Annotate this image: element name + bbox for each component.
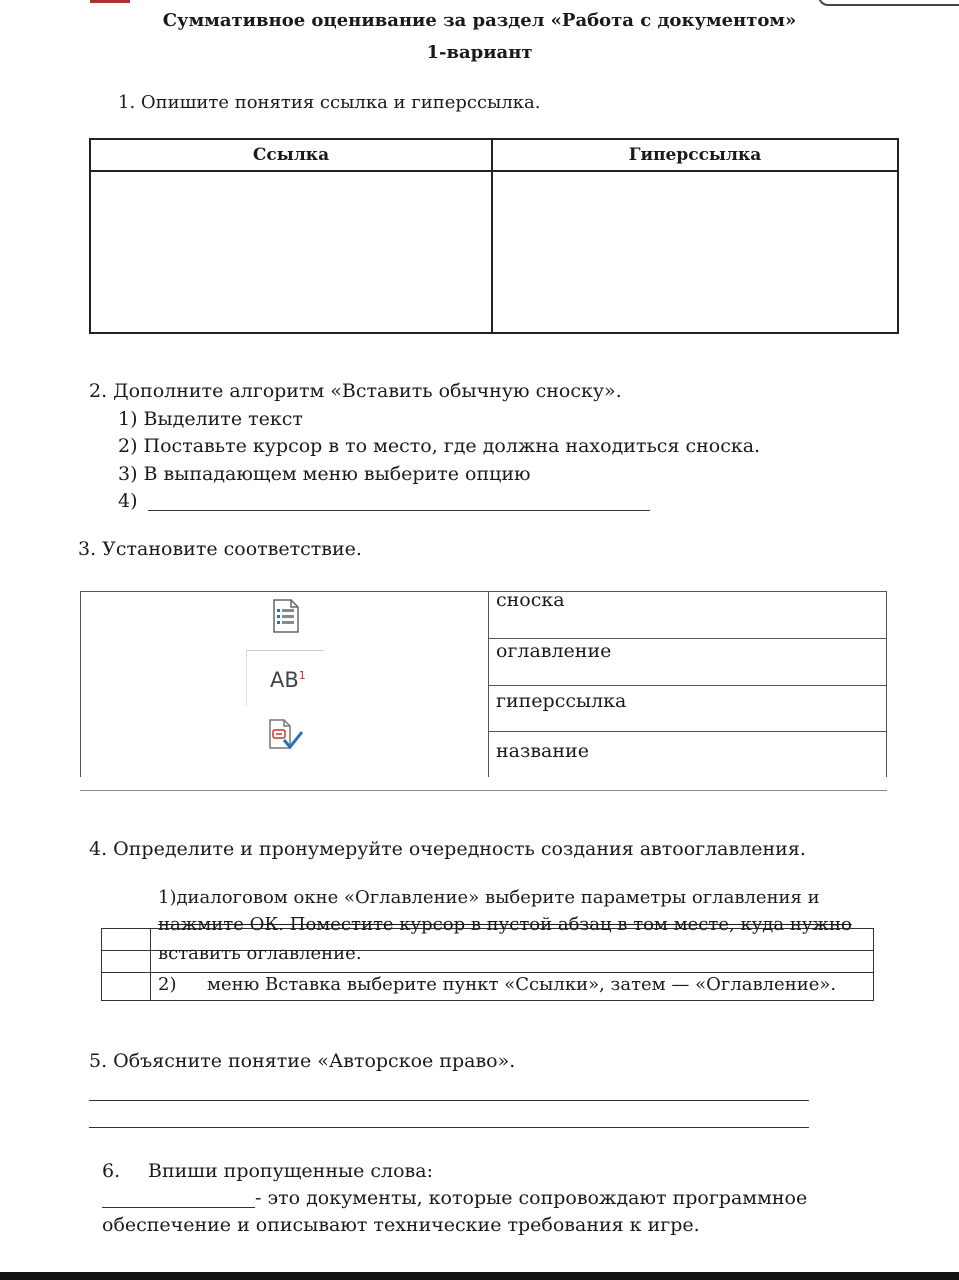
step-3: 3) В выпадающем меню выберите опцию	[118, 463, 531, 485]
document-list-icon	[272, 598, 300, 638]
step-4: 4)	[118, 490, 138, 512]
column-header-link: Ссылка	[90, 139, 492, 171]
row-2-number: 2)	[158, 974, 177, 995]
option-toc: оглавление	[496, 640, 612, 662]
step-1: 1) Выделите текст	[118, 408, 303, 430]
question-6-line-2: обеспечение и описывают технические требования к игре.	[102, 1214, 700, 1236]
step-dialog-line-1: 1)диалоговом окне «Оглавление» выберите параметры оглавления и	[158, 887, 820, 908]
top-corner-mark	[90, 0, 130, 3]
document-check-icon	[268, 718, 304, 756]
option-footnote: сноска	[496, 589, 565, 611]
concepts-table	[89, 138, 899, 334]
page-title: Суммативное оценивание за раздел «Работа с документом»	[162, 10, 797, 31]
step-2: 2) Поставьте курсор в то место, где должна находиться сноска.	[118, 435, 761, 457]
question-6-number: 6.	[102, 1160, 121, 1182]
option-hyperlink: гиперссылка	[496, 690, 627, 712]
top-right-tab-edge	[818, 0, 959, 6]
step-dialog-line-2: нажмите ОК. Поместите курсор в пустой абзац в том месте, куда нужно	[158, 914, 852, 935]
question-6-text: Впиши пропущенные слова:	[148, 1160, 433, 1182]
order-input-2[interactable]	[102, 973, 150, 999]
column-header-hyperlink: Гиперссылка	[492, 139, 898, 171]
variant-label: 1-вариант	[426, 42, 533, 63]
step-dialog-line-3: вставить оглавление.	[158, 943, 362, 964]
order-input-1[interactable]	[102, 929, 150, 949]
question-6-line-1: - это документы, которые сопровождают программное	[255, 1187, 808, 1209]
answer-line-2[interactable]	[89, 1127, 809, 1128]
footnote-ab-icon: $AB^1$	[270, 668, 306, 692]
step-menu-insert: меню Вставка выберите пункт «Ссылки», затем — «Оглавление».	[207, 974, 837, 995]
answer-cell-link[interactable]	[90, 171, 492, 333]
question-4-text: 4. Определите и пронумеруйте очередность создания автооглавления.	[89, 838, 806, 860]
fill-in-blank[interactable]	[102, 1207, 255, 1208]
step-4-answer-line[interactable]	[148, 510, 650, 511]
bottom-edge-bar	[0, 1272, 959, 1280]
question-1-text: 1. Опишите понятия ссылка и гиперссылка.	[118, 92, 541, 113]
icon-divider	[246, 650, 324, 651]
option-caption: название	[496, 740, 589, 762]
question-2-text: 2. Дополните алгоритм «Вставить обычную сноску».	[89, 380, 622, 402]
question-5-text: 5. Объясните понятие «Авторское право».	[89, 1050, 516, 1072]
answer-line-1[interactable]	[89, 1100, 809, 1101]
answer-cell-hyperlink[interactable]	[492, 171, 898, 333]
question-3-text: 3. Установите соответствие.	[78, 538, 362, 560]
icon-divider-vertical	[246, 650, 247, 706]
